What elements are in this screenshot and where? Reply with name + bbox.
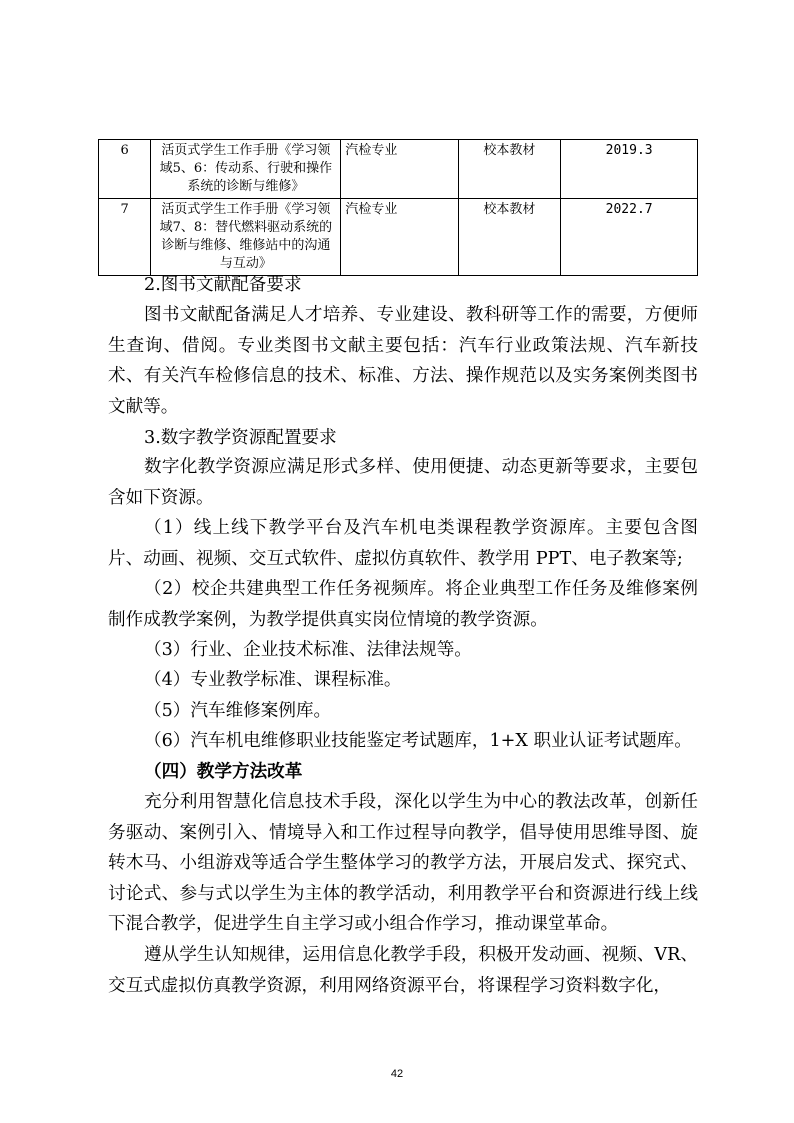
- heading-library-requirements: 2.图书文献配备要求: [144, 275, 302, 295]
- book-date: 2022.7: [561, 199, 698, 276]
- book-title: 活页式学生工作手册《学习领域5、6：传动系、行驶和操作系统的诊断与维修》: [151, 140, 341, 199]
- page-number: 42: [390, 1068, 404, 1080]
- list-item-3: （3）行业、企业技术标准、法律法规等。: [144, 640, 472, 660]
- book-type: 校本教材: [458, 140, 561, 199]
- book-major: 汽检专业: [341, 140, 458, 199]
- paragraph-library: 图书文献配备满足人才培养、专业建设、教科研等工作的需要，方便师生查询、借阅。专业类图书文献主要包括：汽车行业政策法规、汽车新技术、有关汽车检修信息的技术、标准、方法、操作规范以及实务案例类图书文献等。: [108, 305, 698, 417]
- book-major: 汽检专业: [341, 199, 458, 276]
- list-item-1: （1）线上线下教学平台及汽车机电类课程教学资源库。主要包含图片、动画、视频、交互式软件、虚拟仿真软件、教学用 PPT、电子教案等;: [108, 518, 698, 569]
- row-number: 6: [99, 140, 151, 199]
- list-item-4: （4）专业教学标准、课程标准。: [144, 670, 402, 690]
- table-row: [99, 140, 698, 199]
- paragraph-digital: 数字化教学资源应满足形式多样、使用便捷、动态更新等要求，主要包含如下资源。: [108, 457, 698, 508]
- paragraph-method-1: 充分利用智慧化信息技术手段，深化以学生为中心的教法改革，创新任务驱动、案例引入、情境导入和工作过程导向教学，倡导使用思维导图、旋转木马、小组游戏等适合学生整体学习的教学方法，开展启发式、探究式、讨论式、参与式以学生为主体的教学活动，利用教学平台和资源进行线上线下混合教学，促进学生自主学习或小组合作学习，推动课堂革命。: [108, 792, 698, 934]
- book-title: 活页式学生工作手册《学习领域7、8：替代燃料驱动系统的诊断与维修、维修站中的沟通与互动》: [151, 199, 341, 276]
- paragraph-method-2: 遵从学生认知规律，运用信息化教学手段，积极开发动画、视频、VR、交互式虚拟仿真教学资源，利用网络资源平台，将课程学习资料数字化，: [108, 945, 698, 996]
- row-number: 7: [99, 199, 151, 276]
- list-item-2: （2）校企共建典型工作任务视频库。将企业典型工作任务及维修案例制作成教学案例，为教学提供真实岗位情境的教学资源。: [108, 579, 698, 630]
- heading-teaching-method: （四）教学方法改革: [144, 761, 303, 782]
- table-row: [99, 199, 698, 276]
- book-date: 2019.3: [561, 140, 698, 199]
- textbook-table: [98, 139, 698, 276]
- heading-digital-resources: 3.数字教学资源配置要求: [144, 428, 337, 448]
- list-item-5: （5）汽车维修案例库。: [144, 701, 332, 721]
- list-item-6: （6）汽车机电维修职业技能鉴定考试题库，1+X 职业认证考试题库。: [144, 731, 692, 751]
- book-type: 校本教材: [458, 199, 561, 276]
